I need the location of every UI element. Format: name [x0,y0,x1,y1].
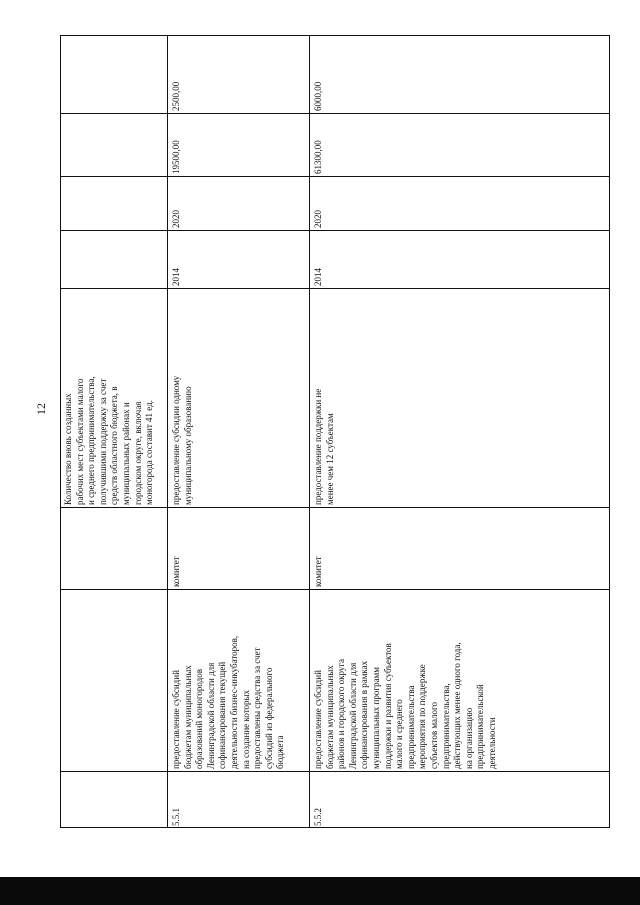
row-start-year: 2014 [171,268,181,286]
row-number: 5.5.2 [313,808,323,826]
column-divider [61,176,609,177]
row-executor: комитет [171,556,181,587]
row-indicator: предоставление поддержки не менее чем 12 субъектам [313,388,335,505]
row-description: предоставление субсидий бюджетам муниципальных образований моногородов Ленинградской области для софинансирования текущей деятельности бизнес-инкубаторов, на создание которых предоставлены средства за счет субсидий из федерального бюджета [171,635,286,769]
row-end-year: 2020 [171,210,181,228]
column-divider [61,288,609,289]
row-end-year: 2020 [313,210,323,228]
row-amount: 61300,00 [313,140,323,174]
row-amount: 19500,00 [171,140,181,174]
column-divider [61,771,609,772]
column-divider [61,113,609,114]
header-value: 2500,00 [171,81,181,111]
row-indicator: предоставление субсидии одному муниципальному образованию [171,375,193,505]
row-description: предоставление субсидий бюджетам муниципальных районов и городского округа Ленинградской области для софинансирования в рамках муниципальных программ поддержки и развития субъектов малого и среднего предпринимательства мероприятия по поддержке субъектов малого предпринимательства, действующих менее одного года, на организацию предпринимательской деятельности [313,642,497,769]
header-indicator: Количество вновь созданных рабочих мест субъектами малого и среднего предпринимательства, получившими поддержку за счет средств областного бюджета, в муниципальных районах и городском округе, включая моногорода составит 41 ед. [63,376,155,505]
row-number: 5.5.1 [171,808,181,826]
row-executor: комитет [313,556,323,587]
page-number: 12 [34,403,48,415]
column-divider [61,589,609,590]
column-divider [61,507,609,508]
row-divider [167,36,168,827]
column-divider [61,230,609,231]
document-table [60,35,610,828]
row-start-year: 2014 [313,268,323,286]
scan-border [0,877,640,905]
row-value: 6000,00 [313,81,323,111]
row-divider [309,36,310,827]
